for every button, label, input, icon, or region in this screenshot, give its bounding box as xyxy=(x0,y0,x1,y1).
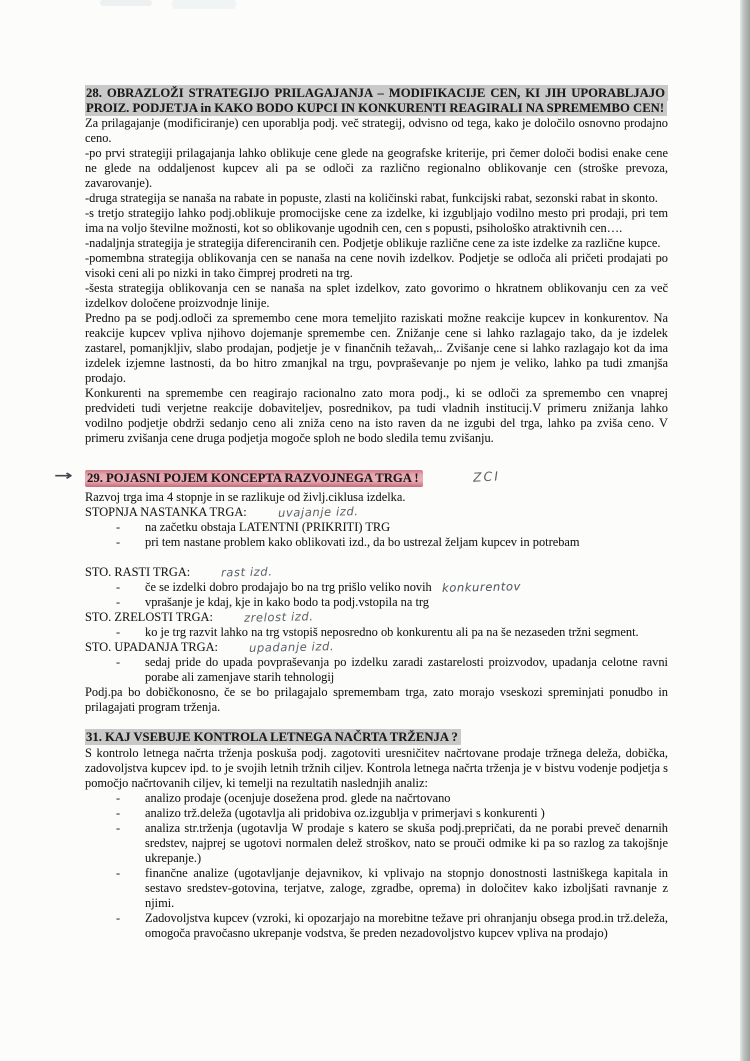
bullet-text-main: če se izdelki dobro prodajajo bo na trg prišlo veliko novih xyxy=(145,580,432,595)
stage-block-nastanka xyxy=(85,505,668,550)
bullet-text: vprašanje je kdaj, kje in kako bodo ta podj.vstopila na trg xyxy=(145,595,430,610)
question-28-heading-highlight: 28. OBRAZLOŽI STRATEGIJO PRILAGAJANJA – MODIFIKACIJE CEN, KI JIH UPORABLJAJO PROIZ. PODJETJA in KAKO BODO KUPCI IN KONKURENTI REAGIRALI NA SPREMEMBO CEN! xyxy=(85,85,668,116)
stage-label: STO. ZRELOSTI TRGA: xyxy=(85,610,213,625)
paragraph: Predno pa se podj.odloči za spremembo cene mora temeljito raziskati možne reakcije kupcev in konkurentov. Na reakcije kupcev vpliva njihovo dojemanje spremembe cen. Znižanje cene si lahko razlagajo tako, da je izdelek zastarel, pomanjkljiv, slabo prodajan, podjetje je v finančnih težavah,.. Zvišanje cene si lahko razlagajo kot da ima izdelek izjemne lastnosti, da bo hitro zmanjkal na trgu, povpraševanje po njem je veliko, lahko pa tudi zmanjša prodajo. xyxy=(85,311,668,386)
scan-smudge xyxy=(100,0,152,6)
bullet-item xyxy=(85,911,668,941)
question-29-heading-highlight: 29. POJASNI POJEM KONCEPTA RAZVOJNEGA TRGA ! xyxy=(85,470,423,487)
question-28-section xyxy=(85,86,668,446)
stage-handwriting: upadanje izd. xyxy=(248,639,335,656)
bullet-dash: - xyxy=(116,535,121,550)
bullet-item xyxy=(85,520,668,535)
stage-label-row xyxy=(85,505,668,520)
question-29-heading-row xyxy=(54,468,668,487)
bullet-dash: - xyxy=(116,910,121,925)
stage-block-zrelosti xyxy=(85,610,668,640)
outro-paragraph: Podj.pa bo dobičkonosno, če se bo prilagajalo spremembam trga, zato morajo vseskozi spreminjati ponudbo in prilagajati program trženja. xyxy=(85,685,668,715)
stage-handwriting: rast izd. xyxy=(221,564,274,580)
stage-label: STO. UPADANJA TRGA: xyxy=(85,640,219,655)
question-28-heading xyxy=(85,86,668,116)
bullet-handwriting: konkurentov xyxy=(441,579,521,596)
stage-label-row xyxy=(85,640,668,655)
bullet-text: analizo trž.deleža (ugotavlja ali pridobiva oz.izgublja v primerjavi s konkurenti ) xyxy=(145,805,545,820)
bullet-item xyxy=(85,655,668,685)
bullet-dash: - xyxy=(116,520,121,535)
question-31-section xyxy=(85,730,668,940)
stage-handwriting: zrelost izd. xyxy=(243,609,314,626)
bullet-text: analiza str.trženja (ugotavlja W prodaje s katero se skuša podj.prepričati, da ne porabi preveč denarnih sredstev, najprej se ugotovi normalen delež stroškov, nato se prouči odmike ki pa so razlog za takojšnje ukrepanje.) xyxy=(145,820,668,865)
bullet-dash: - xyxy=(116,595,121,610)
bullet-dash: - xyxy=(116,625,121,640)
stage-block-upadanja xyxy=(85,640,668,685)
bullet-item xyxy=(85,791,668,806)
intro-paragraph: Razvoj trga ima 4 stopnje in se razlikuje od življ.ciklusa izdelka. xyxy=(85,490,406,505)
document-content xyxy=(54,86,668,941)
bullet-text xyxy=(145,580,668,595)
paragraph: -pomembna strategija oblikovanja cen se nanaša na cene novih izdelkov. Podjetje se odloča ali pričeti prodajati po visoki ceni ali po nizki in tako čimprej prodreti na trg. xyxy=(85,251,668,281)
paragraph: Za prilagajanje (modificiranje) cen uporablja podj. več strategij, odvisno od tega, kako je določilo osnovno prodajno ceno. xyxy=(85,116,668,146)
paragraph: -šesta strategija oblikovanja cen se nanaša na splet izdelkov, zato govorimo o hkratnem oblikovanju cen za več izdelkov določene proizvodnje linije. xyxy=(85,281,668,311)
paragraph: -s tretjo strategijo lahko podj.oblikuje promocijske cene za izdelke, ki izgubljajo vodilno mesto pri prodaji, pri tem ima na voljo številne možnosti, kot so oblikovanje ugodnih cen, cen s popusti, psihološko atraktivnih cen…. xyxy=(85,206,668,236)
stage-block-rasti xyxy=(85,565,668,610)
bullet-dash: - xyxy=(116,655,121,670)
bullet-item xyxy=(85,625,668,640)
bullet-text: sedaj pride do upada povpraševanja po izdelku zaradi zastarelosti proizvodov, upadanja celotne ravni porabe ali zamenjave starih tehnologij xyxy=(145,655,668,685)
paragraph: Konkurenti na spremembe cen reagirajo racionalno zato mora podj., ki se odloči za spremembo cen vnaprej predvideti tudi verjetne reakcije dobaviteljev, posrednikov, pa tudi vladnih institucij.V primeru znižanja lahko vodilno podjetje obdrži sedanjo ceno ali zniža ceno na isto raven da ne izgubi del trga, lahko pa zviša ceno. V primeru zvišanja cene druga podjetja mogoče sploh ne bodo sledila temu zvišanju. xyxy=(85,386,668,446)
bullet-item xyxy=(85,535,668,550)
bullet-dash: - xyxy=(116,805,121,820)
bullet-text: pri tem nastane problem kako oblikovati izd., da bo ustrezal željam kupcev in potrebam xyxy=(145,535,580,550)
bullet-item xyxy=(85,821,668,866)
bullet-item xyxy=(85,595,668,610)
bullet-dash: - xyxy=(116,865,121,880)
stage-label-row xyxy=(85,610,668,625)
question-31-heading xyxy=(85,730,668,745)
bullet-dash: - xyxy=(116,580,121,595)
scan-smudge xyxy=(172,0,236,9)
bullet-dash: - xyxy=(116,790,121,805)
stage-label: STO. RASTI TRGA: xyxy=(85,565,191,580)
bullet-text: Zadovoljstva kupcev (vzroki, ki opozarjajo na morebitne težave pri ohranjanju obsega prod.in trž.deleža, omogoča pravočasno ukrepanje vodstva, še preden nezadovoljstvo kupcev vpliva na prodajo) xyxy=(145,910,668,940)
intro-paragraph: S kontrolo letnega načrta trženja poskuša podj. zagotoviti uresničitev načrtovane prodaje tržnega deleža, dobička, zadovoljstva kupcev ipd. to je svojih letnih tržnih ciljev. Kontrola letnega načrta trženja je v bistvu vodenje podjetja s pomočjo načrtovanih ciljev, ki temelji na rezultatih naslednjih analiz: xyxy=(85,745,668,790)
stage-label: STOPNJA NASTANKA TRGA: xyxy=(85,505,247,520)
question-29-heading xyxy=(85,470,423,487)
paragraph: -druga strategija se nanaša na rabate in popuste, zlasti na količinski rabat, funkcijski rabat, sezonski rabat in skonto. xyxy=(85,191,658,206)
paragraph: -po prvi strategiji prilagajanja lahko oblikuje cene glede na geografske kriterije, pri čemer določi bodisi enake cene ne glede na oddaljenost kupcev ali pa se odloči za različno regionalno oblikovanje cen (stroške prevoza, zavarovanje). xyxy=(85,146,668,191)
bullet-item xyxy=(85,806,668,821)
paragraph: -nadaljnja strategija je strategija diferenciranih cen. Podjetje oblikuje različne cene za iste izdelke za različne kupce. xyxy=(85,236,661,251)
bullet-text: na začetku obstaja LATENTNI (PRIKRITI) TRG xyxy=(145,520,391,535)
arrow-right-icon: → xyxy=(54,468,73,485)
stage-label-row xyxy=(85,565,668,580)
bullet-text: ko je trg razvit lahko na trg vstopiš neposredno ob konkurentu ali pa na še nezaseden tržni segment. xyxy=(145,625,639,640)
stage-handwriting: uvajanje izd. xyxy=(277,504,359,521)
bullet-item xyxy=(85,580,668,595)
bullet-item xyxy=(85,866,668,911)
bullet-text: finančne analize (ugotavljanje dejavnikov, ki vplivajo na stopnjo donostnosti lastniškega kapitala in sestavo sredstev-gotovina, terjatve, zaloge, zgradbe, oprema) in določitev kako izboljšati ravnanje z njimi. xyxy=(145,865,668,910)
question-31-heading-highlight: 31. KAJ VSEBUJE KONTROLA LETNEGA NAČRTA TRŽENJA ? xyxy=(85,729,461,745)
bullet-dash: - xyxy=(116,820,121,835)
question-29-section xyxy=(54,468,668,715)
scan-edge-strip xyxy=(740,0,750,1061)
margin-note-handwriting: ZCI xyxy=(472,468,500,486)
bullet-text: analizo prodaje (ocenjuje dosežena prod. glede na načrtovano xyxy=(145,790,451,805)
